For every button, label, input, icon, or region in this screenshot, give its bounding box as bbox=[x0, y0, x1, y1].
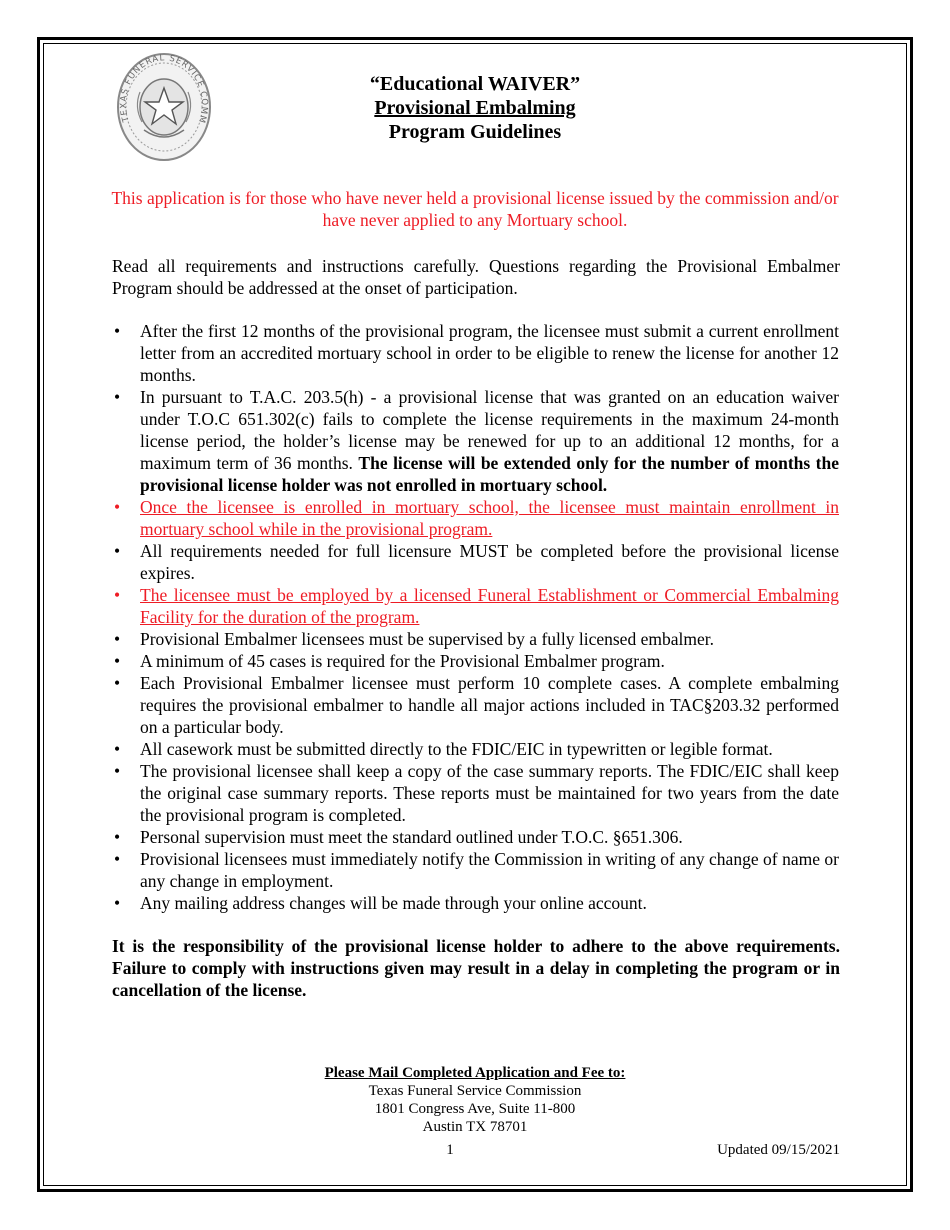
list-item: • Once the licensee is enrolled in mortuary school, the licensee must maintain enrollment in mortuary school while in the provisional program. bbox=[114, 497, 839, 539]
list-item: • In pursuant to T.A.C. 203.5(h) - a provisional license that was granted on an education waiver under T.O.C 651.302(c) fails to complete the license requirements in the maximum 24-month license period, the holder’s license may be renewed for up to an additional 12 months, for a maximum term of 36 months. The license will be extended only for the number of months the provisional license holder was not enrolled in mortuary school. bbox=[114, 387, 839, 495]
title-line-provisional: Provisional Embalming bbox=[374, 97, 576, 119]
list-item: • Any mailing address changes will be made through your online account. bbox=[114, 893, 647, 913]
list-item: • Each Provisional Embalmer licensee must perform 10 complete cases. A complete embalming requires the provisional embalmer to handle all major actions included in TAC§203.32 performed on a particular body. bbox=[114, 673, 839, 737]
updated-date: Updated 09/15/2021 bbox=[717, 1142, 840, 1158]
list-item: • The licensee must be employed by a licensed Funeral Establishment or Commercial Embalming Facility for the duration of the program. bbox=[114, 585, 839, 627]
responsibility-statement: It is the responsibility of the provisional license holder to adhere to the above requirements. Failure to comply with instructions given may result in a delay in completing the program or in cancellation of the license. bbox=[112, 936, 840, 1000]
mailing-heading: Please Mail Completed Application and Fee to: bbox=[324, 1065, 626, 1081]
title-line-waiver: “Educational WAIVER” bbox=[369, 73, 581, 95]
page-number: 1 bbox=[446, 1142, 454, 1158]
commission-seal-logo bbox=[116, 52, 212, 162]
requirements-list bbox=[112, 320, 839, 914]
svg-text:TEXAS FUNERAL SERVICE COMMISSI: TEXAS FUNERAL SERVICE COMM bbox=[118, 53, 210, 125]
mailing-city: Austin TX 78701 bbox=[422, 1119, 528, 1135]
mailing-address-block bbox=[290, 1064, 660, 1136]
list-item: • Personal supervision must meet the standard outlined under T.O.C. §651.306. bbox=[114, 827, 683, 847]
list-item: • Provisional licensees must immediately notify the Commission in writing of any change of name or any change in employment. bbox=[114, 849, 839, 891]
mailing-street: 1801 Congress Ave, Suite 11-800 bbox=[374, 1101, 576, 1117]
list-item: • After the first 12 months of the provisional program, the licensee must submit a current enrollment letter from an accredited mortuary school in order to be eligible to renew the license for another 12 months. bbox=[114, 321, 839, 385]
intro-paragraph: Read all requirements and instructions carefully. Questions regarding the Provisional Embalmer Program should be addressed at the onset of participation. bbox=[112, 256, 840, 298]
title-line-guidelines: Program Guidelines bbox=[388, 121, 562, 143]
extension-rule: The license will be extended only for the number of months the provisional license holder was not enrolled in mortuary school. bbox=[140, 453, 839, 495]
list-item: • Provisional Embalmer licensees must be supervised by a fully licensed embalmer. bbox=[114, 629, 714, 649]
mailing-org: Texas Funeral Service Commission bbox=[368, 1083, 582, 1099]
list-item: • All requirements needed for full licensure MUST be completed before the provisional license expires. bbox=[114, 541, 839, 583]
list-item: • A minimum of 45 cases is required for the Provisional Embalmer program. bbox=[114, 651, 665, 671]
list-item: • All casework must be submitted directly to the FDIC/EIC in typewritten or legible format. bbox=[114, 739, 773, 759]
eligibility-notice: This application is for those who have never held a provisional license issued by the commission and/or have never applied to any Mortuary school. bbox=[111, 188, 839, 230]
document-title bbox=[300, 72, 650, 144]
list-item: • The provisional licensee shall keep a copy of the case summary reports. The FDIC/EIC shall keep the original case summary reports. These reports must be maintained for two years from the date the provisional program is completed. bbox=[114, 761, 839, 825]
